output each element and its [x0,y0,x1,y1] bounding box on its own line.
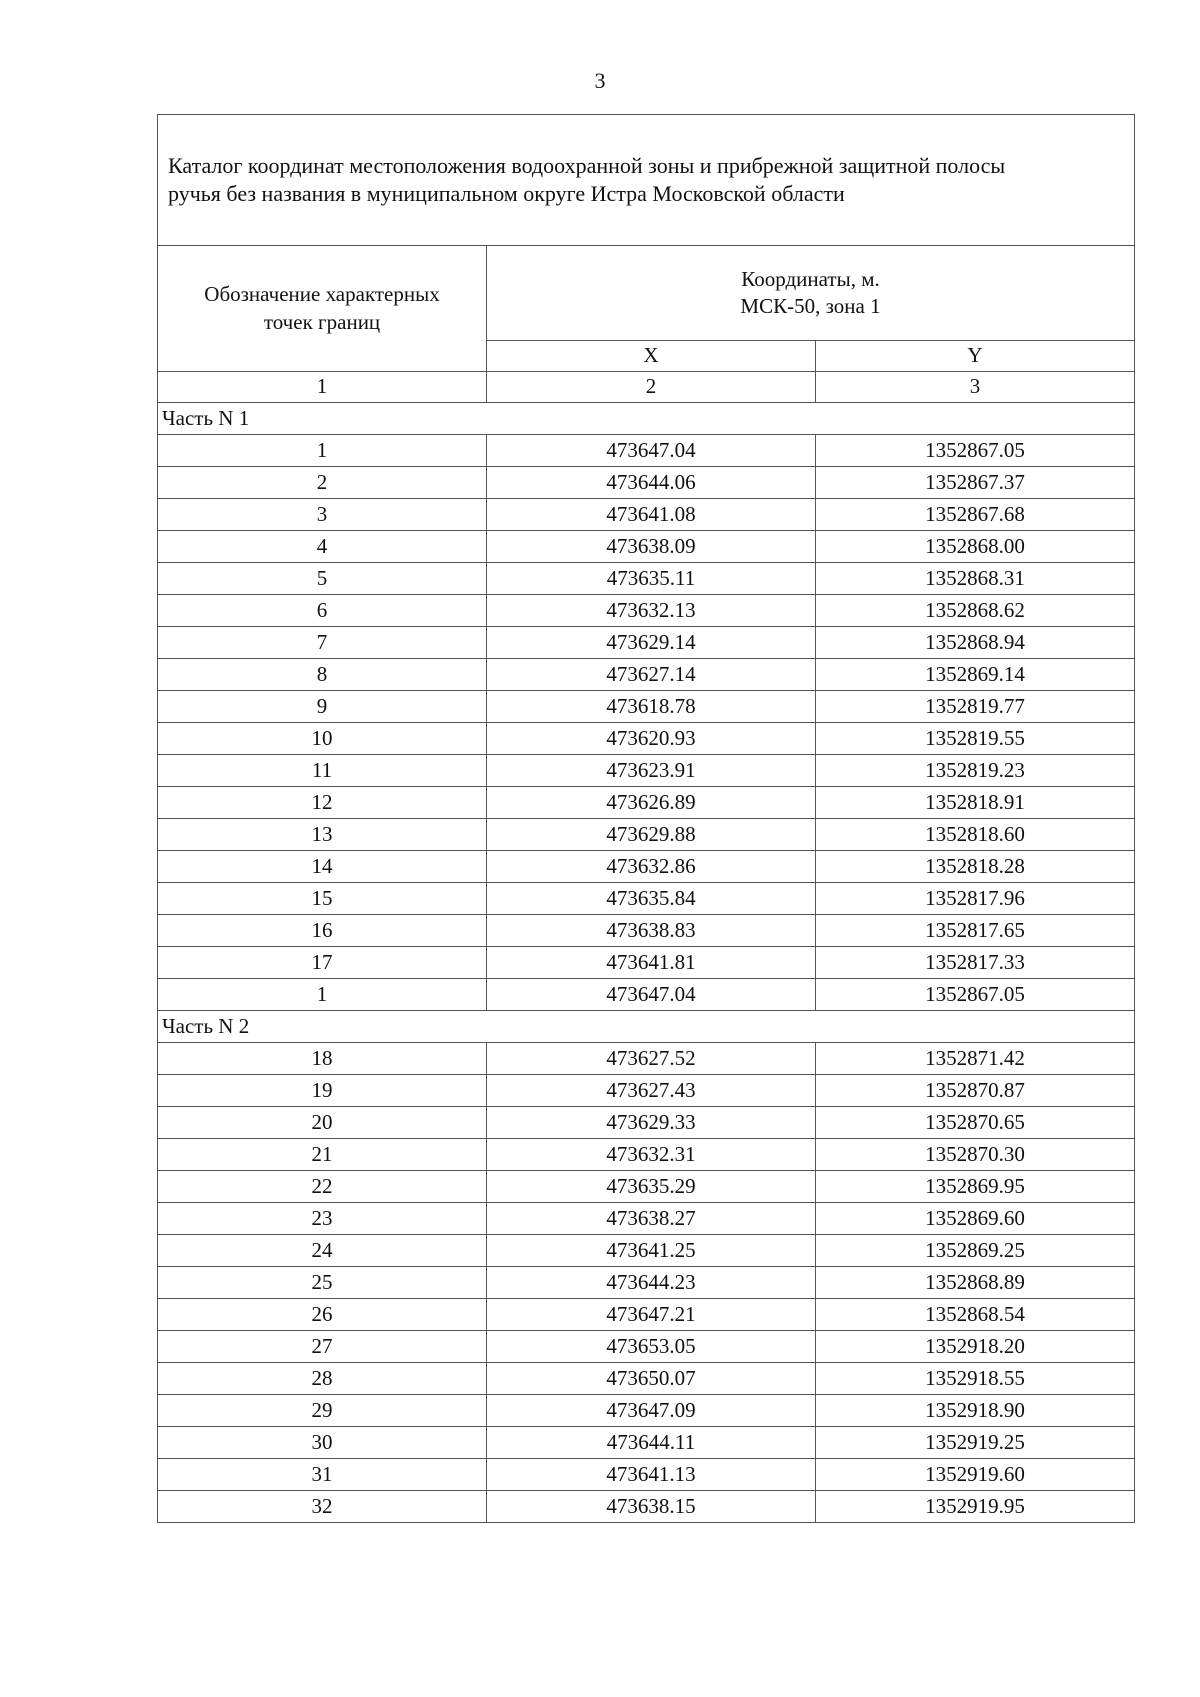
table-row [158,1075,1135,1107]
y-coordinate-cell: 1352867.05 [816,435,1135,467]
x-coordinate-cell: 473627.52 [487,1043,816,1075]
x-coordinate-cell: 473647.04 [487,979,816,1011]
x-coordinate-cell: 473641.81 [487,947,816,979]
table-row [158,499,1135,531]
column-number-1: 1 [158,372,487,403]
table-row [158,1235,1135,1267]
point-id-cell: 17 [158,947,487,979]
point-id-cell: 6 [158,595,487,627]
y-coordinate-cell: 1352868.89 [816,1267,1135,1299]
y-coordinate-cell: 1352918.20 [816,1331,1135,1363]
x-coordinate-cell: 473629.88 [487,819,816,851]
x-coordinate-cell: 473647.04 [487,435,816,467]
y-coordinate-cell: 1352919.95 [816,1491,1135,1523]
table-row [158,787,1135,819]
table-row [158,1171,1135,1203]
x-coordinate-cell: 473627.43 [487,1075,816,1107]
x-coordinate-cell: 473641.08 [487,499,816,531]
table-title-line-1: Каталог координат местоположения водоохранной зоны и прибрежной защитной полосы [168,152,1006,178]
y-coordinate-cell: 1352868.31 [816,563,1135,595]
point-id-cell: 15 [158,883,487,915]
table-row [158,947,1135,979]
part-label: Часть N 2 [158,1011,1135,1043]
point-id-cell: 4 [158,531,487,563]
point-id-cell: 27 [158,1331,487,1363]
y-coordinate-cell: 1352919.25 [816,1427,1135,1459]
coordinates-header [487,246,1135,341]
y-coordinate-cell: 1352918.90 [816,1395,1135,1427]
point-id-cell: 11 [158,755,487,787]
point-id-cell: 14 [158,851,487,883]
y-coordinate-cell: 1352869.60 [816,1203,1135,1235]
y-coordinate-cell: 1352870.30 [816,1139,1135,1171]
table-row [158,883,1135,915]
y-coordinate-cell: 1352870.65 [816,1107,1135,1139]
y-coordinate-cell: 1352867.68 [816,499,1135,531]
point-id-cell: 32 [158,1491,487,1523]
point-id-cell: 28 [158,1363,487,1395]
part-row [158,403,1135,435]
point-id-cell: 5 [158,563,487,595]
x-coordinate-cell: 473629.14 [487,627,816,659]
x-coordinate-cell: 473644.11 [487,1427,816,1459]
point-id-cell: 9 [158,691,487,723]
table-row [158,1459,1135,1491]
y-coordinate-cell: 1352819.77 [816,691,1135,723]
point-id-cell: 22 [158,1171,487,1203]
point-id-cell: 16 [158,915,487,947]
point-id-cell: 29 [158,1395,487,1427]
table-row [158,1331,1135,1363]
table-row [158,723,1135,755]
table-row [158,851,1135,883]
points-column-header [158,246,487,372]
y-coordinate-cell: 1352868.54 [816,1299,1135,1331]
x-coordinate-cell: 473650.07 [487,1363,816,1395]
y-coordinate-cell: 1352817.33 [816,947,1135,979]
table-row [158,1427,1135,1459]
y-coordinate-cell: 1352869.95 [816,1171,1135,1203]
table-row [158,1203,1135,1235]
x-coordinate-cell: 473632.13 [487,595,816,627]
y-coordinate-cell: 1352871.42 [816,1043,1135,1075]
point-id-cell: 7 [158,627,487,659]
table-row [158,819,1135,851]
x-coordinate-cell: 473638.27 [487,1203,816,1235]
point-id-cell: 12 [158,787,487,819]
y-coordinate-cell: 1352918.55 [816,1363,1135,1395]
y-coordinate-cell: 1352869.25 [816,1235,1135,1267]
x-coordinate-cell: 473626.89 [487,787,816,819]
point-id-cell: 24 [158,1235,487,1267]
table-row [158,1139,1135,1171]
x-coordinate-cell: 473638.15 [487,1491,816,1523]
point-id-cell: 20 [158,1107,487,1139]
points-header-line-1: Обозначение характерных [204,282,440,307]
column-number-3: 3 [816,372,1135,403]
y-coordinate-cell: 1352819.55 [816,723,1135,755]
point-id-cell: 25 [158,1267,487,1299]
table-row [158,531,1135,563]
table-row [158,915,1135,947]
table-row [158,1363,1135,1395]
x-coordinate-cell: 473635.84 [487,883,816,915]
coordinates-header-line-2: МСК-50, зона 1 [740,294,881,318]
x-coordinate-cell: 473632.31 [487,1139,816,1171]
x-coordinate-cell: 473620.93 [487,723,816,755]
point-id-cell: 13 [158,819,487,851]
x-coordinate-cell: 473618.78 [487,691,816,723]
y-coordinate-cell: 1352818.91 [816,787,1135,819]
table-row [158,563,1135,595]
table-title-line-2: ручья без названия в муниципальном округе Истра Московской области [168,181,845,206]
x-coordinate-cell: 473632.86 [487,851,816,883]
title-row [158,115,1135,246]
x-column-header: X [487,341,816,372]
coordinates-header-line-1: Координаты, м. [741,266,880,291]
y-coordinate-cell: 1352868.00 [816,531,1135,563]
point-id-cell: 26 [158,1299,487,1331]
point-id-cell: 23 [158,1203,487,1235]
x-coordinate-cell: 473644.06 [487,467,816,499]
point-id-cell: 31 [158,1459,487,1491]
y-coordinate-cell: 1352869.14 [816,659,1135,691]
y-coordinate-cell: 1352818.60 [816,819,1135,851]
table-row [158,659,1135,691]
x-coordinate-cell: 473635.11 [487,563,816,595]
table-row [158,691,1135,723]
y-column-header: Y [816,341,1135,372]
y-coordinate-cell: 1352919.60 [816,1459,1135,1491]
x-coordinate-cell: 473638.09 [487,531,816,563]
table-body [158,115,1135,1523]
y-coordinate-cell: 1352868.62 [816,595,1135,627]
x-coordinate-cell: 473635.29 [487,1171,816,1203]
table-title [158,115,1135,246]
table-row [158,467,1135,499]
point-id-cell: 8 [158,659,487,691]
table-row [158,1395,1135,1427]
x-coordinate-cell: 473647.21 [487,1299,816,1331]
table-row [158,1107,1135,1139]
coordinate-catalog-table [157,114,1135,1523]
point-id-cell: 19 [158,1075,487,1107]
x-coordinate-cell: 473627.14 [487,659,816,691]
table-row [158,1043,1135,1075]
x-coordinate-cell: 473653.05 [487,1331,816,1363]
table-row [158,1299,1135,1331]
table-row [158,755,1135,787]
y-coordinate-cell: 1352870.87 [816,1075,1135,1107]
y-coordinate-cell: 1352818.28 [816,851,1135,883]
y-coordinate-cell: 1352867.37 [816,467,1135,499]
y-coordinate-cell: 1352819.23 [816,755,1135,787]
header-row [158,246,1135,341]
point-id-cell: 2 [158,467,487,499]
column-number-2: 2 [487,372,816,403]
x-coordinate-cell: 473647.09 [487,1395,816,1427]
part-label: Часть N 1 [158,403,1135,435]
point-id-cell: 1 [158,435,487,467]
column-number-row [158,372,1135,403]
table-row [158,979,1135,1011]
x-coordinate-cell: 473623.91 [487,755,816,787]
page-number: 3 [594,68,606,93]
table-row [158,435,1135,467]
point-id-cell: 1 [158,979,487,1011]
table-row [158,1267,1135,1299]
x-coordinate-cell: 473641.13 [487,1459,816,1491]
table-row [158,1491,1135,1523]
y-coordinate-cell: 1352817.96 [816,883,1135,915]
table-row [158,627,1135,659]
y-coordinate-cell: 1352817.65 [816,915,1135,947]
point-id-cell: 21 [158,1139,487,1171]
y-coordinate-cell: 1352867.05 [816,979,1135,1011]
x-coordinate-cell: 473641.25 [487,1235,816,1267]
x-coordinate-cell: 473629.33 [487,1107,816,1139]
x-coordinate-cell: 473638.83 [487,915,816,947]
x-coordinate-cell: 473644.23 [487,1267,816,1299]
point-id-cell: 30 [158,1427,487,1459]
point-id-cell: 18 [158,1043,487,1075]
y-coordinate-cell: 1352868.94 [816,627,1135,659]
point-id-cell: 3 [158,499,487,531]
table-row [158,595,1135,627]
points-header-line-2: точек границ [263,309,381,334]
part-row [158,1011,1135,1043]
point-id-cell: 10 [158,723,487,755]
